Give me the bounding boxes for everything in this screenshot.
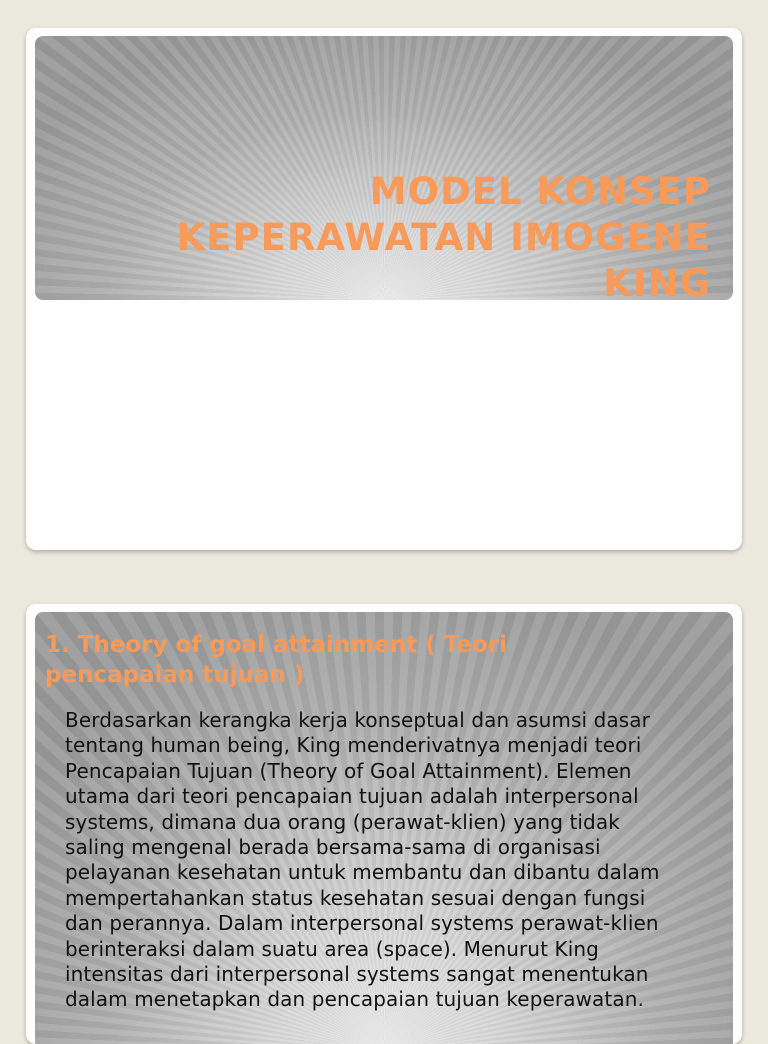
slide-title: MODEL KONSEP KEPERAWATAN IMOGENE KING [176,170,711,305]
section-body: Berdasarkan kerangka kerja konseptual dan asumsi dasar tentang human being, King menderivatnya menjadi teori Pencapaian Tujuan (Theory of Goal Attainment). Elemen utama dari teori pencapaian tujuan adalah interpersonal systems, dimana dua orang (perawat-klien) yang tidak saling mengenal berada bersama-sama di organisasi pelayanan kesehatan untuk membantu dan dibantu dalam mempertahankan status kesehatan sesuai dengan fungsi dan perannya. Dalam interpersonal systems perawat-klien berinteraksi dalam suatu area (space). Menurut King intensitas dari interpersonal systems sangat menentukan dalam menetapkan dan pencapaian tujuan keperawatan. [65,708,660,1012]
section-heading: 1. Theory of goal attainment ( Teori pencapaian tujuan ) [45,632,508,688]
content-slide [26,604,742,1044]
title-slide [26,28,742,550]
title-banner [35,36,733,305]
content-banner [35,612,733,1044]
